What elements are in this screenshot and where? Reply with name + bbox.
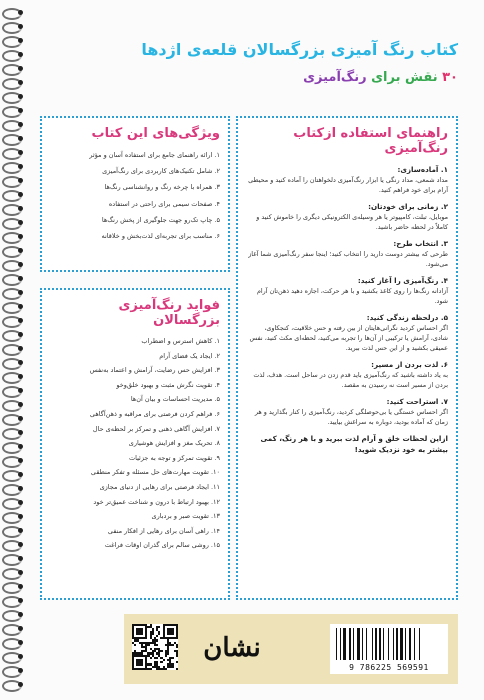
guide-section-body: موبایل، تبلت، کامپیوتر یا هر وسیله‌ی الکترونیکی دیگری را خاموش کنید و کاملاً در لحظه حاضر باشید. <box>256 213 448 231</box>
isbn-number: 9 786225 569591 <box>349 663 429 672</box>
guide-section-body: طرحی که بیشتر دوست دارید را انتخاب کنید؛ اینجا سفر رنگ‌آمیزی شما آغاز می‌شود. <box>248 250 448 268</box>
spiral-coil <box>2 274 24 284</box>
spiral-coil <box>2 470 24 480</box>
list-item: ۱۴. راهی آسان برای رهایی از افکار منفی <box>107 526 220 535</box>
list-item: ۵. چاپ تک‌رو جهت جلوگیری از پخش رنگ‌ها <box>101 215 220 224</box>
list-item: ۵. مدیریت احساسات و بیان آن‌ها <box>130 395 220 404</box>
spiral-coil <box>2 456 24 466</box>
spiral-coil <box>2 232 24 242</box>
list-item: ۱۰. تقویت مهارت‌های حل مسئله و تفکر منطقی <box>90 468 220 477</box>
spiral-coil <box>2 246 24 256</box>
spiral-coil <box>2 50 24 60</box>
spiral-coil <box>2 610 24 620</box>
list-item: ۸. تحریک مغز و افزایش هوشیاری <box>128 439 220 448</box>
spiral-coil <box>2 344 24 354</box>
spiral-coil <box>2 414 24 424</box>
spiral-binding <box>0 0 28 700</box>
usage-guide-heading: راهنمای استفاده ازکتاب رنگ‌آمیزی <box>293 126 448 156</box>
spiral-coil <box>2 526 24 536</box>
spiral-coil <box>2 148 24 158</box>
guide-section <box>246 164 448 195</box>
subtitle-count: ۳۰ <box>442 70 458 85</box>
list-item: ۹. تقویت تمرکز و توجه به جزئیات <box>128 453 220 462</box>
spiral-coil <box>2 358 24 368</box>
guide-section <box>246 238 448 269</box>
footer-strip <box>124 614 458 684</box>
list-item: ۳. افزایش حس رضایت، آرامش و اعتماد به‌نفس <box>89 366 220 375</box>
list-item: ۲. ایجاد یک فضای آرام <box>159 351 220 360</box>
spiral-coil <box>2 288 24 298</box>
list-item: ۴. صفحات سیمی برای راحتی در استفاده <box>108 199 220 208</box>
spiral-coil <box>2 22 24 32</box>
spiral-coil <box>2 78 24 88</box>
spiral-coil <box>2 680 24 690</box>
list-item: ۳. همراه با چرخه رنگ و روانشناسی رنگ‌ها <box>104 183 220 192</box>
spiral-coil <box>2 302 24 312</box>
guide-section-title: ۱. آماده‌سازی: <box>397 165 448 174</box>
list-item: ۶. فراهم کردن فرصتی برای مراقبه و ذهن‌آگاهی <box>89 409 220 418</box>
benefits-box <box>40 288 230 600</box>
subtitle-text: نقش برای <box>366 70 443 85</box>
guide-section-body: آزادانه رنگ‌ها را روی کاغذ بکشید و با هر حرکت، اجازه دهید ذهن‌تان آرام شود. <box>256 287 448 305</box>
list-item: ۲. شامل تکنیک‌های کاربردی برای رنگ‌آمیزی <box>102 167 220 176</box>
spiral-coil <box>2 372 24 382</box>
list-item: ۱۵. روشی سالم برای گذران اوقات فراغت <box>104 541 220 550</box>
guide-section-title: ۶. لذت بردن از مسیر: <box>371 360 448 369</box>
spiral-coil <box>2 106 24 116</box>
features-box <box>40 116 230 272</box>
qr-code[interactable] <box>132 624 178 670</box>
guide-section-title: ۴. رنگ‌آمیزی را آغاز کنید: <box>357 276 448 285</box>
spiral-coil <box>2 624 24 634</box>
guide-section <box>246 312 448 353</box>
features-list <box>50 147 220 244</box>
benefits-heading: فواید رنگ‌آمیزی بزرگسالان <box>118 298 220 328</box>
spiral-coil <box>2 316 24 326</box>
spiral-coil <box>2 176 24 186</box>
spiral-coil <box>2 120 24 130</box>
list-item: ۴. تقویت نگرش مثبت و بهبود خلق‌وخو <box>116 380 220 389</box>
usage-guide-box <box>236 116 458 600</box>
guide-section <box>246 275 448 306</box>
guide-section <box>246 396 448 427</box>
benefits-list <box>50 334 220 553</box>
guide-section-body: به یاد داشته باشید که رنگ‌آمیزی باید قدم زدن در ساحل است. هدف، لذت بردن از مسیر است نه رسیدن به مقصد. <box>253 371 448 389</box>
spiral-coil <box>2 512 24 522</box>
spiral-coil <box>2 162 24 172</box>
spiral-coil <box>2 484 24 494</box>
spiral-coil <box>2 554 24 564</box>
spiral-coil <box>2 540 24 550</box>
spiral-coil <box>2 428 24 438</box>
spiral-coil <box>2 8 24 18</box>
guide-section-body: اگر احساس خستگی یا بی‌حوصلگی کردید، رنگ‌آمیزی را کنار بگذارید و هر زمان که آماده بودید، دوباره به سراغش بیایید. <box>254 408 448 426</box>
spiral-coil <box>2 134 24 144</box>
spiral-coil <box>2 400 24 410</box>
list-item: ۱. کاهش استرس و اضطراب <box>141 337 220 345</box>
list-item: ۱. ارائه راهنمای جامع برای استفاده آسان و مؤثر <box>89 151 220 159</box>
guide-section-body: اگر احساس کردید نگرانی‌هایتان از بین رفته و حس خلاقیت، کنجکاوی، شادی، آرامش یا ترکیبی از آن‌ها را تجربه می‌کنید، لحظه‌ای مکث کنید، نفس عمیقی بکشید و از این حس لذت ببرید. <box>249 324 448 352</box>
guide-section <box>246 201 448 232</box>
list-item: ۱۲. بهبود ارتباط با درون و شناخت عمیق‌تر خود <box>93 497 220 506</box>
guide-closing-note: ازاین لحظات خلق و آرام لذت ببرید و با هر رنگ، کمی بیشتر به خود نزدیک شوید! <box>260 434 448 454</box>
book-subtitle <box>58 70 458 85</box>
spiral-coil <box>2 260 24 270</box>
spiral-coil <box>2 498 24 508</box>
guide-section-body: مداد شمعی، مداد رنگی یا ابزار رنگ‌آمیزی دلخواهتان را آماده کنید و محیطی آرام برای خود فراهم کنید. <box>248 176 448 194</box>
spiral-coil <box>2 330 24 340</box>
book-title: کتاب رنگ آمیزی بزرگسالان قلعه‌ی اژدها <box>141 40 458 59</box>
spiral-coil <box>2 596 24 606</box>
subtitle-accent: رنگ‌آمیزی <box>303 70 367 85</box>
spiral-coil <box>2 442 24 452</box>
spiral-coil <box>2 218 24 228</box>
spiral-coil <box>2 190 24 200</box>
barcode-bars <box>336 628 442 660</box>
spiral-coil <box>2 386 24 396</box>
guide-section-title: ۵. درلحظه زندگی کنید: <box>366 313 448 322</box>
spiral-coil <box>2 652 24 662</box>
spiral-coil <box>2 666 24 676</box>
guide-section-title: ۳. انتخاب طرح: <box>393 239 448 248</box>
isbn-barcode <box>330 624 448 674</box>
guide-section-title: ۲. زمانی برای خودتان: <box>368 202 448 211</box>
guide-section <box>246 359 448 390</box>
list-item: ۷. افزایش آگاهی ذهنی و تمرکز بر لحظه‌ی حال <box>92 424 220 433</box>
list-item: ۶. مناسب برای تجربه‌ای لذت‌بخش و خلاقانه <box>101 232 220 241</box>
spiral-coil <box>2 638 24 648</box>
list-item: ۱۱. ایجاد فرصتی برای رهایی از دنیای مجازی <box>99 482 220 491</box>
spiral-coil <box>2 92 24 102</box>
features-heading: ویژگی‌های این کتاب <box>91 126 220 141</box>
spiral-coil <box>2 582 24 592</box>
list-item: ۱۳. تقویت صبر و بردباری <box>151 512 220 521</box>
guide-section-title: ۷. استراحت کنید: <box>386 397 448 406</box>
spiral-coil <box>2 36 24 46</box>
spiral-coil <box>2 64 24 74</box>
publisher-logo: نشان <box>203 633 261 663</box>
spiral-coil <box>2 204 24 214</box>
spiral-coil <box>2 568 24 578</box>
